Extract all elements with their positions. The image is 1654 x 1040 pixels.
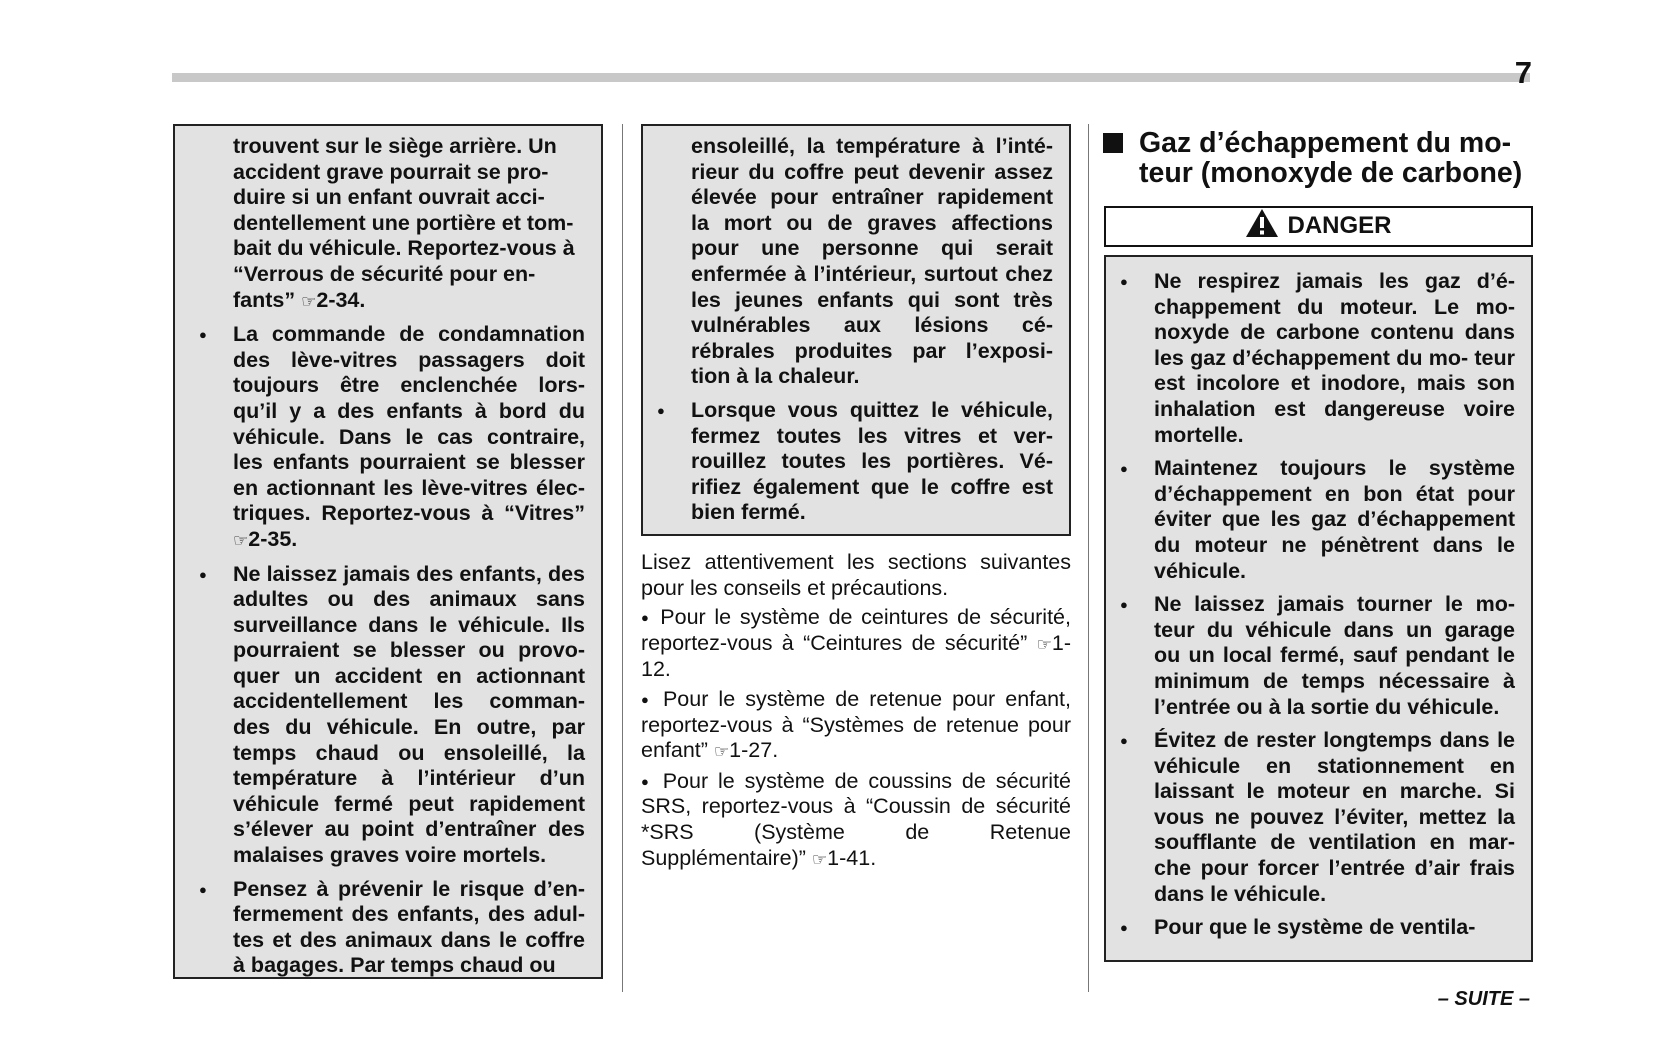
section-heading [1103, 128, 1533, 188]
text-line-with-ref [233, 288, 585, 315]
bullet-text: Pour le système de retenue pour enfant, reportez-vous à “Systèmes de retenue pour enfant” [641, 686, 1071, 763]
danger-label: DANGER [1287, 212, 1392, 239]
safety-references-section [641, 550, 1071, 876]
list-item [185, 322, 585, 553]
danger-bullet-list [1106, 269, 1515, 941]
list-item: ● Pour que le système de ventila- [1106, 915, 1515, 941]
child-safety-warning-box-continued [641, 124, 1071, 536]
text-line: accident grave pourrait se pro- [233, 159, 549, 184]
page-header-rule [172, 73, 1530, 82]
list-item: ● Ne laissez jamais des enfants, des adultes ou des animaux sans surveillance dans le véhicule. Ils pourraient se blesser ou provo- quer un accident en actionnant accidentellement les comman- des du véhicule. En outre, par temps chaud ou ensoleillé, la température à l’intérieur d’un véhicule fermé peut rapidement s’élever au point d’entraîner des malaises graves voire mortels. [185, 562, 585, 869]
list-item: ● Évitez de rester longtemps dans le véhicule en stationnement en laissant le moteur en marche. Si vous ne pouvez l’éviter, mettez la soufflante de ventilation en mar- che pour forcer l’entrée d’air frais dans le véhicule. [1106, 728, 1515, 907]
text-line: dentellement une portière et tom- [233, 210, 574, 235]
warning-triangle-icon [1245, 208, 1279, 238]
page-reference-icon: ☞ [1036, 634, 1052, 654]
list-item [641, 769, 1071, 872]
list-item: ● Maintenez toujours le système d’échappement en bon état pour éviter que les gaz d’échappement du moteur ne pénètrent dans le véhicule. [1106, 456, 1515, 584]
warning-bullet-list [643, 398, 1053, 526]
page-reference-icon: ☞ [713, 742, 730, 762]
list-item: ● Ne respirez jamais les gaz d’é- chappement du moteur. Le mo- noxyde de carbone contenu dans les gaz d’échappement du mo- teur est incolore et inodore, mais son inhalation est dangereuse voire mortelle. [1106, 269, 1515, 448]
continued-marker: – SUITE – [1437, 988, 1530, 1010]
list-item: ● Ne laissez jamais tourner le mo- teur du véhicule dans un garage ou un local fermé, sauf pendant le minimum de temps nécessaire à l’entrée ou à la sortie du véhicule. [1106, 592, 1515, 720]
page-reference-icon: ☞ [233, 530, 249, 550]
list-item [641, 605, 1071, 683]
warning-bullet-list [185, 322, 585, 979]
bullet-icon: ● [641, 773, 653, 789]
bullet-text: La commande de condamnation des lève-vitres passagers doit toujours être enclenchée lors- qu’il y a des enfants à bord du véhicule. Dans le cas contraire, les enfants pourraient se blesser en actionnant les lève-vitres élec- triques. Reportez-vous à “Vitres” [233, 322, 585, 526]
text-line: “Verrous de sécurité pour en- [233, 261, 536, 286]
page-reference-icon: ☞ [811, 849, 828, 869]
text-fragment: fants” [233, 287, 296, 312]
page-reference-icon: ☞ [301, 291, 317, 311]
bullet-text: Pour le système de ceintures de sécurité, reportez-vous à “Ceintures de sécurité” [641, 605, 1071, 655]
page-reference[interactable]: 2-35. [248, 526, 298, 551]
page-reference[interactable]: 1-27. [729, 738, 779, 763]
page-reference[interactable]: 1-41. [827, 845, 877, 870]
column-divider-1 [622, 124, 623, 992]
bullet-text: Pour le système de coussins de sécurité SRS, reportez-vous à “Coussin de sécurité *SRS (Système de Retenue Supplémentaire)” [641, 768, 1072, 870]
text-line: duire si un enfant ouvrait acci- [233, 185, 545, 210]
bullet-icon: ● [641, 691, 653, 707]
section-heading-text: Gaz d’échappement du mo- teur (monoxyde de carbone) [1139, 127, 1523, 189]
column-divider-2 [1088, 124, 1089, 992]
child-safety-warning-box [173, 124, 603, 979]
section-square-icon [1103, 133, 1123, 153]
list-item: ● Pensez à prévenir le risque d’en- fermement des enfants, des adul- tes et des animaux dans le coffre à bagages. Par temps chaud ou [185, 877, 585, 979]
list-item: ● Lorsque vous quittez le véhicule, fermez toutes les vitres et ver- rouillez toutes les portières. Vé- rifiez également que le coffre est bien fermé. [643, 398, 1053, 526]
list-item [641, 687, 1071, 765]
page-reference[interactable]: 2-34. [316, 287, 366, 312]
danger-header [1104, 206, 1533, 247]
page-number: 7 [1514, 55, 1532, 90]
text-line: trouvent sur le siège arrière. Un [233, 134, 557, 158]
warning-continuation [185, 134, 585, 314]
exhaust-danger-box [1104, 255, 1533, 962]
warning-continuation: ensoleillé, la température à l’inté- rieur du coffre peut devenir assez élevée pour entraîner rapidement la mort ou de graves affections pour une personne qui serait enfermée à l’intérieur, surtout chez les jeunes enfants qui sont très vulnérables aux lésions cé- rébrales produites par l’exposi- tion à la chaleur. [691, 134, 1053, 389]
intro-paragraph: Lisez attentivement les sections suivantes pour les conseils et précautions. [641, 550, 1071, 600]
bullet-icon: ● [641, 610, 652, 626]
page-reference[interactable]: 1-12. [641, 630, 1071, 682]
text-line: bait du véhicule. Reportez-vous à [233, 236, 575, 261]
